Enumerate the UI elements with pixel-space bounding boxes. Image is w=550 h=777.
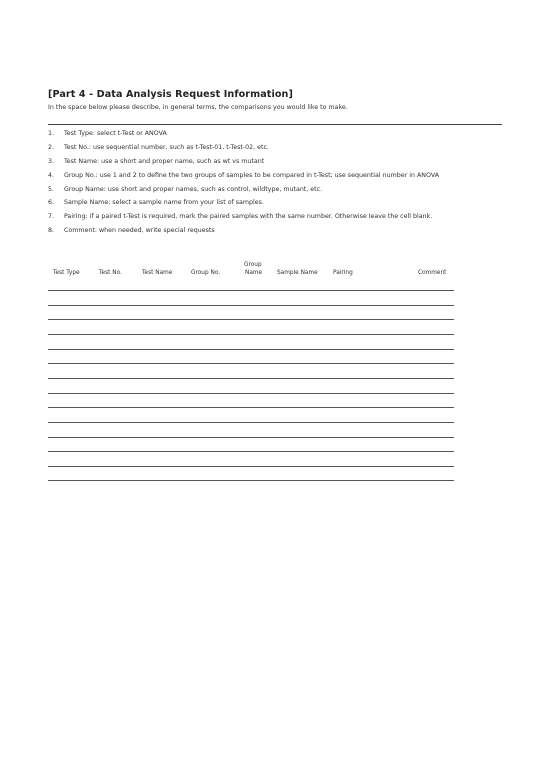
instruction-text: Test No.: use sequential number, such as t-Test-01, t-Test-02, etc. bbox=[64, 143, 269, 151]
request-table bbox=[48, 258, 454, 488]
table-row-rule bbox=[48, 334, 454, 335]
table-row-rule bbox=[48, 437, 454, 438]
header-group-name-line2: Name bbox=[245, 270, 263, 276]
table-row-rule bbox=[48, 407, 454, 408]
instruction-number: 8. bbox=[48, 227, 55, 235]
instruction-text: Group No.: use 1 and 2 to define the two groups of samples to be compared in t-Test; use sequential number in ANOVA bbox=[64, 171, 440, 179]
table-row-rule bbox=[48, 349, 454, 350]
instruction-number: 6. bbox=[48, 199, 55, 207]
table-row-rule bbox=[48, 319, 454, 320]
section-heading: [Part 4 - Data Analysis Request Information] bbox=[48, 89, 293, 100]
table-row-rule bbox=[48, 466, 454, 467]
table-row-rule bbox=[48, 290, 454, 291]
instruction-text: Group Name: use short and proper names, such as control, wildtype, mutant, etc. bbox=[64, 185, 323, 193]
header-sample-name: Sample Name bbox=[277, 270, 318, 276]
table-row-rule bbox=[48, 378, 454, 379]
instruction-number: 5. bbox=[48, 185, 55, 193]
table-row-rule bbox=[48, 480, 454, 481]
instruction-number: 2. bbox=[48, 143, 55, 151]
instruction-text: Test Name: use a short and proper name, such as wt vs mutant bbox=[64, 157, 265, 165]
table-row-rule bbox=[48, 451, 454, 452]
instruction-number: 4. bbox=[48, 171, 55, 179]
instruction-number: 7. bbox=[48, 213, 55, 221]
instruction-text: Comment: when needed, write special requests bbox=[64, 227, 215, 235]
divider bbox=[48, 124, 502, 125]
table-row-rule bbox=[48, 393, 454, 394]
header-test-no: Test No. bbox=[99, 270, 122, 276]
instruction-text: Sample Name: select a sample name from your list of samples. bbox=[64, 199, 264, 207]
instruction-text: Test Type: select t-Test or ANOVA bbox=[64, 130, 167, 137]
header-test-name: Test Name bbox=[142, 270, 173, 276]
header-group-no: Group No. bbox=[191, 270, 221, 276]
header-group-name-line1: Group bbox=[244, 262, 262, 268]
instruction-text: Pairing: if a paired t-Test is required, mark the paired samples with the same number. Otherwise leave the cell blank. bbox=[64, 213, 433, 221]
table-row-rule bbox=[48, 305, 454, 306]
instruction-number: 1. bbox=[48, 130, 55, 137]
section-intro: In the space below please describe, in general terms, the comparisons you would like to make. bbox=[48, 104, 348, 111]
instruction-number: 3. bbox=[48, 157, 55, 165]
header-pairing: Pairing bbox=[333, 270, 353, 276]
table-row-rule bbox=[48, 422, 454, 423]
header-comment: Comment bbox=[418, 270, 447, 276]
table-row-rule bbox=[48, 363, 454, 364]
header-test-type: Test Type bbox=[53, 270, 80, 276]
